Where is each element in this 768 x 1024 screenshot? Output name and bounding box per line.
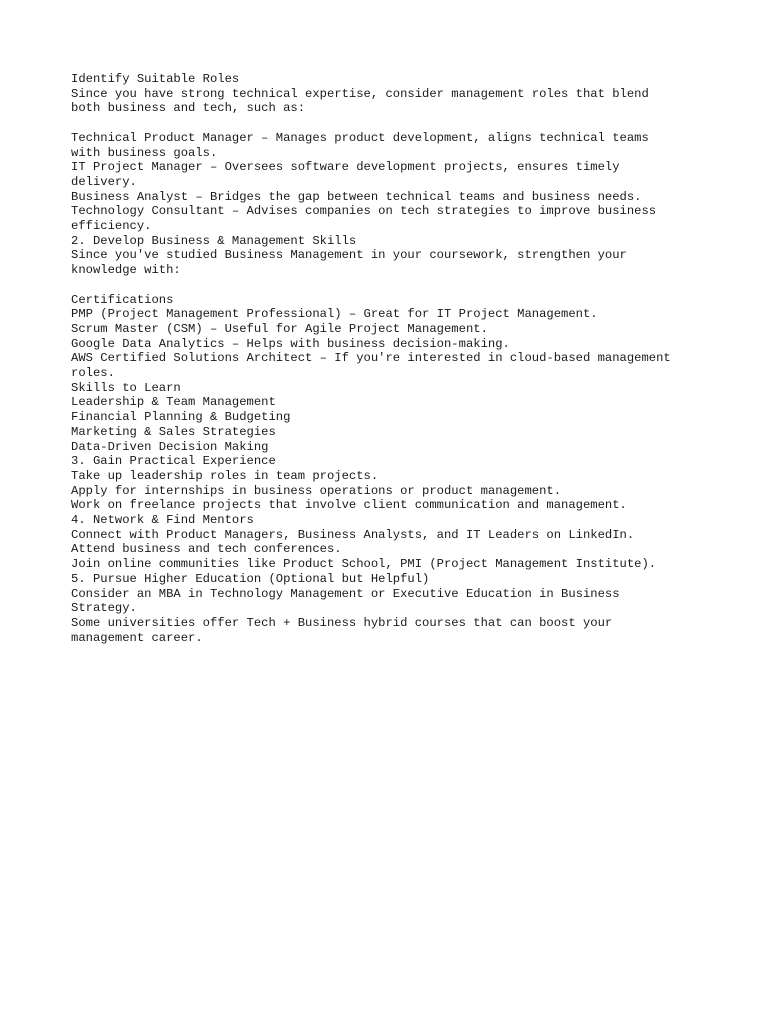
text-line: Since you have strong technical expertise, consider management roles that blend: [71, 86, 649, 101]
certification-item: roles.: [71, 366, 115, 381]
heading-network-mentors: 4. Network & Find Mentors: [71, 513, 254, 528]
text-line: both business and tech, such as:: [71, 101, 306, 116]
certification-item: AWS Certified Solutions Architect – If you're interested in cloud-based management: [71, 351, 671, 366]
role-item: Technology Consultant – Advises companies on tech strategies to improve business: [71, 204, 657, 219]
education-item: Strategy.: [71, 601, 137, 616]
heading-higher-education: 5. Pursue Higher Education (Optional but Helpful): [71, 571, 430, 586]
heading-certifications: Certifications: [71, 292, 174, 307]
text-line: Since you've studied Business Management in your coursework, strengthen your: [71, 248, 627, 263]
experience-item: Apply for internships in business operations or product management.: [71, 483, 562, 498]
role-item: delivery.: [71, 174, 137, 189]
skill-item: Data-Driven Decision Making: [71, 439, 269, 454]
education-item: Some universities offer Tech + Business hybrid courses that can boost your: [71, 615, 613, 630]
role-item: with business goals.: [71, 145, 218, 160]
skill-item: Marketing & Sales Strategies: [71, 424, 276, 439]
role-item: IT Project Manager – Oversees software development projects, ensures timely: [71, 160, 620, 175]
education-item: Consider an MBA in Technology Management or Executive Education in Business: [71, 586, 620, 601]
experience-item: Take up leadership roles in team projects.: [71, 468, 379, 483]
certification-item: Scrum Master (CSM) – Useful for Agile Project Management.: [71, 321, 488, 336]
heading-identify-roles: Identify Suitable Roles: [71, 72, 240, 86]
network-item: Join online communities like Product School, PMI (Project Management Institute).: [71, 557, 657, 572]
blank-line: [71, 278, 731, 293]
heading-develop-skills: 2. Develop Business & Management Skills: [71, 233, 357, 248]
blank-line: [71, 116, 731, 131]
heading-skills-to-learn: Skills to Learn: [71, 380, 181, 395]
heading-practical-experience: 3. Gain Practical Experience: [71, 454, 276, 469]
role-item: efficiency.: [71, 219, 152, 234]
network-item: Connect with Product Managers, Business Analysts, and IT Leaders on LinkedIn.: [71, 527, 635, 542]
document-body: [71, 72, 731, 645]
role-item: Business Analyst – Bridges the gap between technical teams and business needs.: [71, 189, 642, 204]
network-item: Attend business and tech conferences.: [71, 542, 342, 557]
experience-item: Work on freelance projects that involve client communication and management.: [71, 498, 627, 513]
role-item: Technical Product Manager – Manages product development, aligns technical teams: [71, 130, 649, 145]
education-item: management career.: [71, 630, 203, 645]
skill-item: Financial Planning & Budgeting: [71, 410, 291, 425]
certification-item: Google Data Analytics – Helps with business decision-making.: [71, 336, 510, 351]
certification-item: PMP (Project Management Professional) – Great for IT Project Management.: [71, 307, 598, 322]
text-line: knowledge with:: [71, 263, 181, 278]
skill-item: Leadership & Team Management: [71, 395, 276, 410]
